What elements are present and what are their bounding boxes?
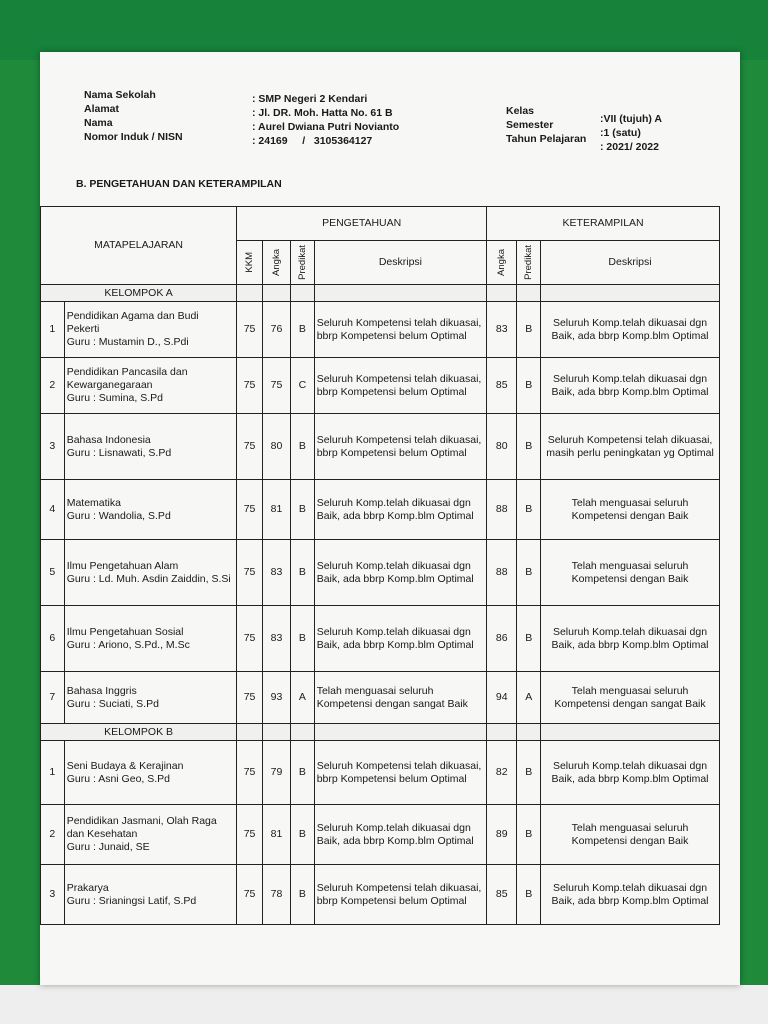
keterampilan-predikat: B xyxy=(517,480,541,540)
pengetahuan-deskripsi: Seluruh Komp.telah dikuasai dgn Baik, ada bbrp Komp.blm Optimal xyxy=(314,480,486,540)
keterampilan-deskripsi: Seluruh Komp.telah dikuasai dgn Baik, ada bbrp Komp.blm Optimal xyxy=(541,606,720,672)
teacher-name: Guru : Srianingsi Latif, S.Pd xyxy=(66,894,197,907)
group-label-cell: KELOMPOK B xyxy=(41,724,237,741)
label-kelas: Kelas xyxy=(506,105,535,117)
subject-name: Matematika xyxy=(66,496,121,509)
identity-labels xyxy=(84,88,244,144)
background-fabric xyxy=(0,0,768,60)
keterampilan-angka: 82 xyxy=(487,741,517,805)
header-keterampilan: KETERAMPILAN xyxy=(487,207,720,241)
kkm-value: 75 xyxy=(237,414,263,480)
table-row xyxy=(41,865,720,925)
pengetahuan-deskripsi: Seluruh Kompetensi telah dikuasai, bbrp Kompetensi belum Optimal xyxy=(314,414,486,480)
subject-cell xyxy=(64,414,236,480)
group-empty-cell xyxy=(517,724,541,741)
pengetahuan-predikat: B xyxy=(291,302,315,358)
teacher-name: Guru : Junaid, SE xyxy=(66,841,150,853)
pengetahuan-angka: 93 xyxy=(263,672,291,724)
label-alamat: Alamat xyxy=(84,103,120,115)
group-empty-cell xyxy=(237,285,263,302)
header-k-angka-text: Angka xyxy=(496,249,508,276)
row-number: 1 xyxy=(41,302,65,358)
keterampilan-deskripsi: Telah menguasai seluruh Kompetensi dengan Baik xyxy=(541,805,720,865)
keterampilan-angka: 85 xyxy=(487,865,517,925)
value-semester: :1 (satu) xyxy=(600,127,641,139)
subject-cell xyxy=(64,805,236,865)
teacher-name: Guru : Suciati, S.Pd xyxy=(66,697,159,710)
value-alamat: : Jl. DR. Moh. Hatta No. 61 B xyxy=(252,107,393,119)
teacher-name: Guru : Mustamin D., S.Pdi xyxy=(66,336,189,348)
keterampilan-predikat: B xyxy=(517,414,541,480)
header-pengetahuan: PENGETAHUAN xyxy=(237,207,487,241)
subject-name: Bahasa Indonesia xyxy=(66,433,151,446)
class-labels xyxy=(506,104,602,146)
kkm-value: 75 xyxy=(237,865,263,925)
pengetahuan-predikat: B xyxy=(291,414,315,480)
keterampilan-predikat: B xyxy=(517,741,541,805)
keterampilan-predikat: B xyxy=(517,606,541,672)
pengetahuan-angka: 83 xyxy=(263,540,291,606)
group-empty-cell xyxy=(314,285,486,302)
pengetahuan-deskripsi: Seluruh Kompetensi telah dikuasai, bbrp Kompetensi belum Optimal xyxy=(314,741,486,805)
keterampilan-deskripsi: Telah menguasai seluruh Kompetensi dengan Baik xyxy=(541,480,720,540)
keterampilan-predikat: B xyxy=(517,805,541,865)
pengetahuan-predikat: B xyxy=(291,741,315,805)
row-number: 3 xyxy=(41,414,65,480)
keterampilan-deskripsi: Seluruh Kompetensi telah dikuasai, masih perlu peningkatan yg Optimal xyxy=(541,414,720,480)
header-k-angka xyxy=(487,241,517,285)
value-kelas: :VII (tujuh) A xyxy=(600,113,663,125)
subject-name: Ilmu Pengetahuan Sosial xyxy=(66,625,184,638)
kkm-value: 75 xyxy=(237,672,263,724)
keterampilan-deskripsi: Seluruh Komp.telah dikuasai dgn Baik, ada bbrp Komp.blm Optimal xyxy=(541,358,720,414)
kkm-value: 75 xyxy=(237,302,263,358)
group-empty-cell xyxy=(314,724,486,741)
header-matapelajaran: MATAPELAJARAN xyxy=(41,207,237,285)
subject-name: Ilmu Pengetahuan Alam xyxy=(66,559,179,572)
table-row xyxy=(41,741,720,805)
table-row xyxy=(41,606,720,672)
pengetahuan-predikat: B xyxy=(291,480,315,540)
group-empty-cell xyxy=(487,724,517,741)
pengetahuan-predikat: A xyxy=(291,672,315,724)
group-empty-cell xyxy=(263,724,291,741)
subject-name: Seni Budaya & Kerajinan xyxy=(66,759,184,772)
group-label-cell: KELOMPOK A xyxy=(41,285,237,302)
row-number: 2 xyxy=(41,805,65,865)
pengetahuan-predikat: B xyxy=(291,805,315,865)
keterampilan-deskripsi: Seluruh Komp.telah dikuasai dgn Baik, ada bbrp Komp.blm Optimal xyxy=(541,302,720,358)
row-number: 4 xyxy=(41,480,65,540)
pengetahuan-angka: 79 xyxy=(263,741,291,805)
pengetahuan-deskripsi: Seluruh Komp.telah dikuasai dgn Baik, ada bbrp Komp.blm Optimal xyxy=(314,606,486,672)
keterampilan-deskripsi: Seluruh Komp.telah dikuasai dgn Baik, ada bbrp Komp.blm Optimal xyxy=(541,741,720,805)
kkm-value: 75 xyxy=(237,358,263,414)
kkm-value: 75 xyxy=(237,606,263,672)
pengetahuan-predikat: C xyxy=(291,358,315,414)
pengetahuan-deskripsi: Seluruh Kompetensi telah dikuasai, bbrp Kompetensi belum Optimal xyxy=(314,865,486,925)
teacher-name: Guru : Sumina, S.Pd xyxy=(66,392,163,404)
subject-cell xyxy=(64,302,236,358)
pengetahuan-deskripsi: Seluruh Kompetensi telah dikuasai, bbrp Kompetensi belum Optimal xyxy=(314,302,486,358)
header-p-deskripsi: Deskripsi xyxy=(314,241,486,285)
keterampilan-angka: 83 xyxy=(487,302,517,358)
header-kkm xyxy=(237,241,263,285)
subject-cell xyxy=(64,606,236,672)
row-number: 3 xyxy=(41,865,65,925)
keterampilan-predikat: B xyxy=(517,865,541,925)
keterampilan-predikat: B xyxy=(517,540,541,606)
subject-name: Bahasa Inggris xyxy=(66,684,137,697)
group-empty-cell xyxy=(517,285,541,302)
teacher-name: Guru : Asni Geo, S.Pd xyxy=(66,772,171,785)
pengetahuan-angka: 78 xyxy=(263,865,291,925)
teacher-name: Guru : Ld. Muh. Asdin Zaiddin, S.Si xyxy=(66,572,231,585)
identity-values xyxy=(252,92,472,148)
value-nomor-induk: : 24169 / 3105364127 xyxy=(252,135,373,147)
header-k-predikat-text: Predikat xyxy=(523,245,535,280)
keterampilan-angka: 80 xyxy=(487,414,517,480)
row-number: 2 xyxy=(41,358,65,414)
kkm-value: 75 xyxy=(237,805,263,865)
pengetahuan-angka: 81 xyxy=(263,480,291,540)
pengetahuan-deskripsi: Seluruh Kompetensi telah dikuasai, bbrp Kompetensi belum Optimal xyxy=(314,358,486,414)
group-row xyxy=(41,724,720,741)
class-values xyxy=(600,112,720,154)
background-floor xyxy=(0,985,768,1024)
pengetahuan-angka: 76 xyxy=(263,302,291,358)
pengetahuan-deskripsi: Seluruh Komp.telah dikuasai dgn Baik, ada bbrp Komp.blm Optimal xyxy=(314,805,486,865)
row-number: 7 xyxy=(41,672,65,724)
row-number: 6 xyxy=(41,606,65,672)
pengetahuan-angka: 75 xyxy=(263,358,291,414)
teacher-name: Guru : Ariono, S.Pd., M.Sc xyxy=(66,638,190,651)
header-p-predikat-text: Predikat xyxy=(296,245,308,280)
label-nama-sekolah: Nama Sekolah xyxy=(84,89,156,101)
subject-cell xyxy=(64,540,236,606)
table-row xyxy=(41,672,720,724)
group-empty-cell xyxy=(541,724,720,741)
grades-body xyxy=(41,285,720,925)
pengetahuan-predikat: B xyxy=(291,865,315,925)
table-row xyxy=(41,358,720,414)
subject-name: Pendidikan Agama dan Budi Pekerti xyxy=(66,310,199,335)
kkm-value: 75 xyxy=(237,540,263,606)
keterampilan-angka: 94 xyxy=(487,672,517,724)
subject-cell xyxy=(64,741,236,805)
pengetahuan-deskripsi: Seluruh Komp.telah dikuasai dgn Baik, ada bbrp Komp.blm Optimal xyxy=(314,540,486,606)
value-tahun-pelajaran: : 2021/ 2022 xyxy=(600,141,659,153)
header-p-angka-text: Angka xyxy=(271,249,282,276)
table-row xyxy=(41,480,720,540)
table-row xyxy=(41,414,720,480)
label-nomor-induk: Nomor Induk / NISN xyxy=(84,131,183,143)
subject-cell xyxy=(64,358,236,414)
section-title: B. PENGETAHUAN DAN KETERAMPILAN xyxy=(76,178,282,190)
group-empty-cell xyxy=(291,285,315,302)
subject-cell xyxy=(64,672,236,724)
pengetahuan-predikat: B xyxy=(291,606,315,672)
table-row xyxy=(41,805,720,865)
pengetahuan-angka: 80 xyxy=(263,414,291,480)
keterampilan-deskripsi: Telah menguasai seluruh Kompetensi dengan Baik xyxy=(541,540,720,606)
row-number: 5 xyxy=(41,540,65,606)
row-number: 1 xyxy=(41,741,65,805)
subject-name: Pendidikan Jasmani, Olah Raga dan Kesehatan xyxy=(66,815,217,840)
report-card-page xyxy=(40,52,740,985)
keterampilan-angka: 88 xyxy=(487,480,517,540)
subject-cell xyxy=(64,480,236,540)
group-row xyxy=(41,285,720,302)
group-empty-cell xyxy=(291,724,315,741)
value-nama: : Aurel Dwiana Putri Novianto xyxy=(252,121,400,133)
subject-cell xyxy=(64,865,236,925)
subject-name: Prakarya xyxy=(66,881,109,894)
grades-table xyxy=(40,206,720,925)
keterampilan-angka: 88 xyxy=(487,540,517,606)
pengetahuan-predikat: B xyxy=(291,540,315,606)
pengetahuan-angka: 81 xyxy=(263,805,291,865)
label-nama: Nama xyxy=(84,117,113,129)
header-p-angka xyxy=(263,241,291,285)
group-empty-cell xyxy=(263,285,291,302)
keterampilan-deskripsi: Telah menguasai seluruh Kompetensi dengan sangat Baik xyxy=(541,672,720,724)
label-tahun-pelajaran: Tahun Pelajaran xyxy=(506,133,587,145)
header-k-predikat xyxy=(517,241,541,285)
header-k-deskripsi: Deskripsi xyxy=(541,241,720,285)
subject-name: Pendidikan Pancasila dan Kewarganegaraan xyxy=(66,366,188,391)
group-empty-cell xyxy=(487,285,517,302)
teacher-name: Guru : Lisnawati, S.Pd xyxy=(66,446,172,459)
keterampilan-predikat: B xyxy=(517,358,541,414)
label-semester: Semester xyxy=(506,119,554,131)
group-empty-cell xyxy=(237,724,263,741)
header-p-predikat xyxy=(291,241,315,285)
header-kkm-text: KKM xyxy=(244,252,256,273)
keterampilan-angka: 86 xyxy=(487,606,517,672)
teacher-name: Guru : Wandolia, S.Pd xyxy=(66,509,171,522)
pengetahuan-deskripsi: Telah menguasai seluruh Kompetensi dengan sangat Baik xyxy=(314,672,486,724)
keterampilan-angka: 85 xyxy=(487,358,517,414)
table-row xyxy=(41,302,720,358)
keterampilan-deskripsi: Seluruh Komp.telah dikuasai dgn Baik, ada bbrp Komp.blm Optimal xyxy=(541,865,720,925)
kkm-value: 75 xyxy=(237,741,263,805)
pengetahuan-angka: 83 xyxy=(263,606,291,672)
kkm-value: 75 xyxy=(237,480,263,540)
keterampilan-predikat: B xyxy=(517,302,541,358)
table-row xyxy=(41,540,720,606)
group-empty-cell xyxy=(541,285,720,302)
keterampilan-angka: 89 xyxy=(487,805,517,865)
value-nama-sekolah: : SMP Negeri 2 Kendari xyxy=(252,93,368,105)
keterampilan-predikat: A xyxy=(517,672,541,724)
